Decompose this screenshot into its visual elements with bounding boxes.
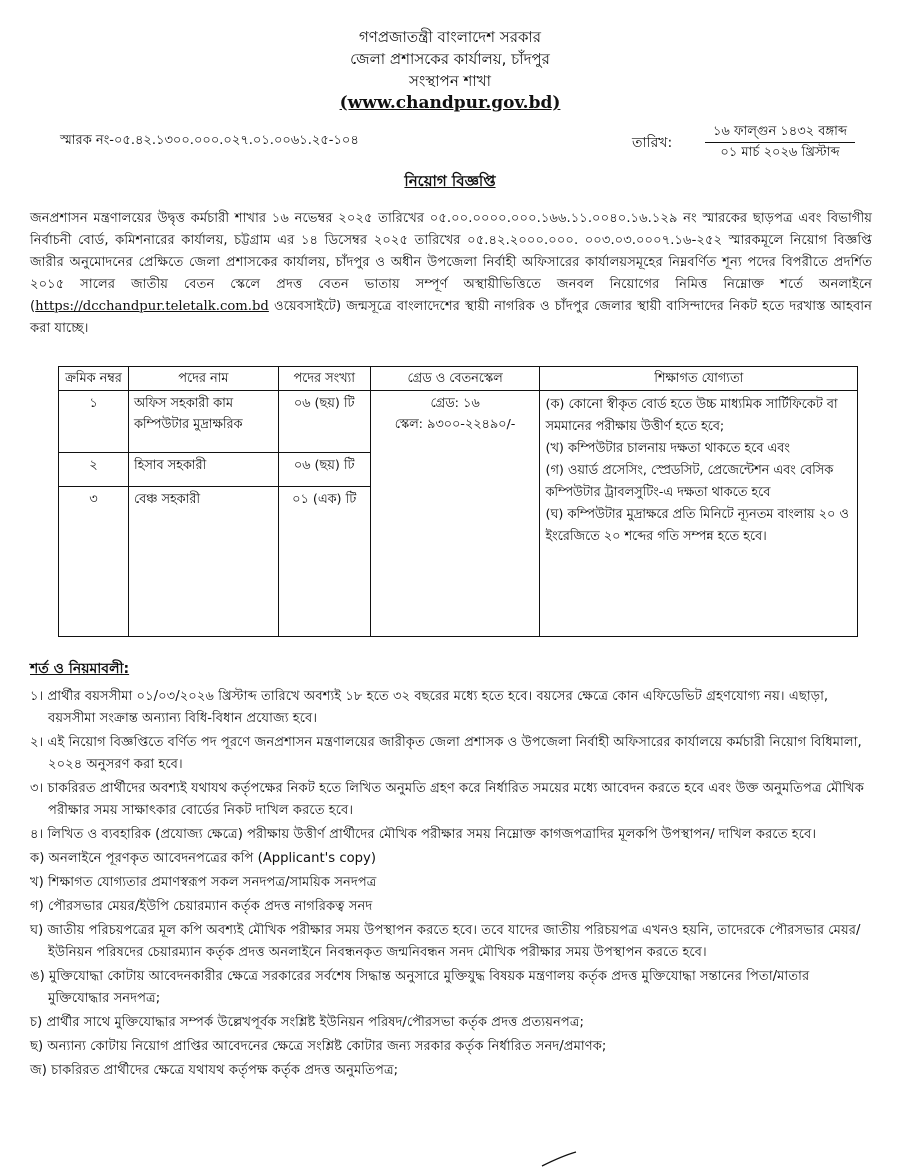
row-serial: ২ [59, 453, 129, 487]
term-item: ২। এই নিয়োগ বিজ্ঞপ্তিতে বর্ণিত পদ পূরণে জনপ্রশাসন মন্ত্রণালয়ের জারীকৃত জেলা প্রশাসক ও উপজেলা নির্বাহী অফিসারের কার্যালয়ে কর্মচারী নিয়োগ বিধিমালা, ২০২৪ অনুসরণ করা হবে। [30, 735, 862, 772]
date-block [705, 122, 855, 163]
vacancy-table [58, 366, 858, 637]
terms-heading: শর্ত ও নিয়মাবলী: [30, 661, 130, 677]
header-post: পদের নাম [128, 367, 278, 391]
date-bangla: ১৬ ফাল্গুন ১৪৩২ বঙ্গাব্দ [705, 122, 855, 143]
table-row [59, 391, 858, 453]
row-post: হিসাব সহকারী [128, 453, 278, 487]
row-count: ০৬ (ছয়) টি [278, 391, 370, 453]
scale: স্কেল: ৯৩০০-২২৪৯০/- [394, 417, 516, 432]
memo-number: স্মারক নং-০৫.৪২.১৩০০.০০০.০২৭.০১.০০৬১.২৫-১০৪ [60, 133, 359, 148]
term-item: ১। প্রার্থীর বয়সসীমা ০১/০৩/২০২৬ খ্রিস্টাব্দ তারিখে অবশ্যই ১৮ হতে ৩২ বছরের মধ্যে হতে হবে। বয়সের ক্ষেত্রে কোন এফিডেভিট গ্রহণযোগ্য নয়। এছাড়া, বয়সসীমা সংক্রান্ত অন্যান্য বিধি-বিধান প্রযোজ্য হবে। [30, 689, 829, 726]
row-count: ০৬ (ছয়) টি [278, 453, 370, 487]
row-post: অফিস সহকারী কাম কম্পিউটার মুদ্রাক্ষরিক [128, 391, 278, 453]
header-count: পদের সংখ্যা [278, 367, 370, 391]
term-item: ৪। লিখিত ও ব্যবহারিক (প্রযোজ্য ক্ষেত্রে) পরীক্ষায় উত্তীর্ণ প্রার্থীদের মৌখিক পরীক্ষার সময় নিম্নোক্ত কাগজপত্রাদির মূলকপি উপস্থাপন/ দাখিল করতে হবে। [30, 827, 817, 842]
term-item: ঙ) মুক্তিযোদ্ধা কোটায় আবেদনকারীর ক্ষেত্রে সরকারের সর্বশেষ সিদ্ধান্ত অনুসারে মুক্তিযুদ্ধ বিষয়ক মন্ত্রণালয় কর্তৃক প্রদত্ত মুক্তিযোদ্ধা সন্তানের পিতা/মাতার মুক্তিযোদ্ধার সনদপত্র; [30, 969, 810, 1006]
section-name: সংস্থাপন শাখা [409, 72, 491, 90]
term-item: ছ) অন্যান্য কোটায় নিয়োগ প্রাপ্তির আবেদনের ক্ষেত্রে সংশ্লিষ্ট কোটার জন্য সরকার কর্তৃক নির্ধারিত সনদ/প্রমাণক; [30, 1039, 607, 1054]
date-english: ০১ মার্চ ২০২৬ খ্রিস্টাব্দ [720, 145, 840, 160]
row-post: বেঞ্চ সহকারী [128, 487, 278, 637]
terms-list [30, 686, 872, 1084]
government-name: গণপ্রজাতন্ত্রী বাংলাদেশ সরকার [358, 28, 542, 46]
term-item: চ) প্রার্থীর সাথে মুক্তিযোদ্ধার সম্পর্ক উল্লেখপূর্বক সংশ্লিষ্ট ইউনিয়ন পরিষদ/পৌরসভা কর্তৃক প্রদত্ত প্রত্যয়নপত্র; [30, 1015, 584, 1030]
website-link[interactable]: (www.chandpur.gov.bd) [339, 93, 561, 113]
term-item: ঘ) জাতীয় পরিচয়পত্রের মূল কপি অবশ্যই মৌখিক পরীক্ষার সময় উপস্থাপন করতে হবে। তবে যাদের জাতীয় পরিচয়পত্র এখনও হয়নি, তাদেরকে পৌরসভার মেয়র/ইউনিয়ন পরিষদের চেয়ারম্যান কর্তৃক প্রদত্ত অনলাইনে নিবন্ধনকৃত জন্মনিবন্ধন সনদ মৌখিক পরীক্ষার সময় উপস্থাপন করতে হবে। [30, 923, 861, 960]
qualification-item: (ক) কোনো স্বীকৃত বোর্ড হতে উচ্চ মাধ্যমিক সার্টিফিকেট বা সমমানের পরীক্ষায় উত্তীর্ণ হতে হবে; [545, 397, 838, 434]
table-header-row [59, 367, 858, 391]
term-item: গ) পৌরসভার মেয়র/ইউপি চেয়ারম্যান কর্তৃক প্রদত্ত নাগরিকত্ব সনদ [30, 899, 373, 914]
intro-paragraph: জনপ্রশাসন মন্ত্রণালয়ের উদ্বৃত্ত কর্মচারী শাখার ১৬ নভেম্বর ২০২৫ তারিখের ০৫.০০.০০০০.০০০.১৬৬.১১.০০৪০.১৬.১২৯ নং স্মারকের ছাড়পত্র এবং বিভাগীয় নির্বাচনী বোর্ড, কমিশনারের কার্যালয়, চট্টগ্রাম এর ১৪ ডিসেম্বর ২০২৫ তারিখের ০৫.৪২.২০০০.০০০. ০০৩.০৩.০০০৭.১৬-২৫২ স্মারকমূলে নিয়োগ বিজ্ঞপ্তি জারীর অনুমোদনের প্রেক্ষিতে জেলা প্রশাসকের কার্যালয়, চাঁদপুর ও অধীন উপজেলা নির্বাহী অফিসারের কার্যালয়সমূহের নিম্নবর্ণিত শূন্য পদের বিপরীতে প্রদর্শিত ২০১৫ সালের জাতীয় বেতন স্কেলে প্রদত্ত বেতন ভাতায় সম্পূর্ণ অস্থায়ীভিত্তিতে জনবল নিয়োগের নিমিত্ত নিম্নোক্ত শর্তে অনলাইনে (https://dcchandpur.teletalk.com.bd ওয়েবসাইটে) জন্মসূত্রে বাংলাদেশের স্থায়ী নাগরিক ও চাঁদপুর জেলার স্থায়ী বাসিন্দাদের নিকট হতে দরখাস্ত আহবান করা যাচ্ছে। [30, 211, 872, 336]
row-count: ০১ (এক) টি [278, 487, 370, 637]
letterhead [0, 26, 900, 114]
qualification-cell [540, 391, 858, 637]
notice-title: নিয়োগ বিজ্ঞপ্তি [404, 172, 496, 190]
grade: গ্রেড: ১৬ [430, 396, 480, 411]
row-serial: ১ [59, 391, 129, 453]
date-label: তারিখ: [632, 135, 673, 151]
header-grade: গ্রেড ও বেতনস্কেল [370, 367, 540, 391]
header-serial: ক্রমিক নম্বর [59, 367, 129, 391]
term-item: খ) শিক্ষাগত যোগ্যতার প্রমাণস্বরূপ সকল সনদপত্র/সাময়িক সনদপত্র [30, 875, 377, 890]
qualification-item: (গ) ওয়ার্ড প্রসেসিং, স্প্রেডসিট, প্রেজেন্টেশন এবং বেসিক কম্পিউটার ট্রাবলসুটিং-এ দক্ষতা থাকতে হবে [545, 463, 834, 500]
term-item: ৩। চাকরিরত প্রার্থীদের অবশ্যই যথাযথ কর্তৃপক্ষের নিকট হতে লিখিত অনুমতি গ্রহণ করে নির্ধারিত সময়ের মধ্যে আবেদন করতে হবে এবং উক্ত অনুমতিপত্র মৌখিক পরীক্ষার সময় সাক্ষাৎকার বোর্ডের নিকট দাখিল করতে হবে। [30, 781, 864, 818]
term-item: জ) চাকরিরত প্রার্থীদের ক্ষেত্রে যথাযথ কর্তৃপক্ষ কর্তৃক প্রদত্ত অনুমতিপত্র; [30, 1063, 399, 1078]
row-serial: ৩ [59, 487, 129, 637]
qualification-item: (খ) কম্পিউটার চালনায় দক্ষতা থাকতে হবে এবং [545, 441, 790, 456]
application-url[interactable]: https://dcchandpur.teletalk.com.bd [35, 299, 269, 314]
signature-mark [540, 1150, 580, 1168]
header-qualification: শিক্ষাগত যোগ্যতা [540, 367, 858, 391]
office-name: জেলা প্রশাসকের কার্যালয়, চাঁদপুর [350, 50, 550, 68]
grade-scale-cell [370, 391, 540, 637]
qualification-item: (ঘ) কম্পিউটার মুদ্রাক্ষরে প্রতি মিনিটে ন্যূনতম বাংলায় ২০ ও ইংরেজিতে ২০ শব্দের গতি সম্পন্ন হতে হবে। [545, 507, 849, 544]
term-item: ক) অনলাইনে পূরণকৃত আবেদনপত্রের কপি (Applicant's copy) [30, 851, 376, 866]
